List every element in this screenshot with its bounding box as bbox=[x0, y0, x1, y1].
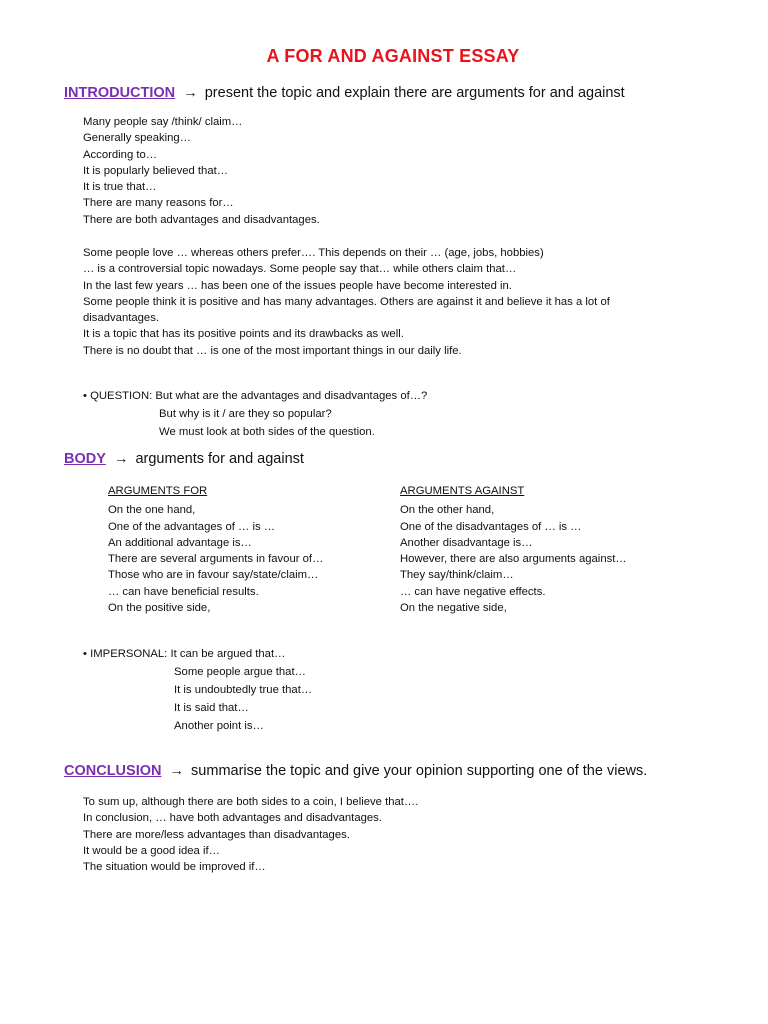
arguments-for-heading: ARGUMENTS FOR bbox=[108, 485, 208, 497]
list-item: There are both advantages and disadvantages. bbox=[83, 213, 320, 226]
body-heading bbox=[64, 451, 304, 467]
introduction-examples bbox=[83, 245, 610, 359]
conclusion-label: CONCLUSION bbox=[64, 763, 162, 779]
bullet-icon: • bbox=[83, 390, 87, 402]
list-item: … can have negative effects. bbox=[400, 585, 546, 598]
bullet-icon: • bbox=[83, 648, 87, 660]
body-description: arguments for and against bbox=[135, 451, 304, 467]
list-item: … is a controversial topic nowadays. Some people say that… while others claim that… bbox=[83, 263, 517, 276]
list-item: It is popularly believed that… bbox=[83, 164, 229, 177]
list-item: On the one hand, bbox=[108, 504, 196, 517]
list-item: It is true that… bbox=[83, 181, 157, 194]
list-item: On the negative side, bbox=[400, 602, 507, 615]
list-item: It would be a good idea if… bbox=[83, 844, 220, 857]
list-item: One of the disadvantages of … is … bbox=[400, 520, 582, 533]
list-item: Some people love … whereas others prefer…. This depends on their … (age, jobs, hobbies) bbox=[83, 247, 544, 259]
impersonal-block bbox=[83, 645, 312, 735]
list-item: … can have beneficial results. bbox=[108, 585, 259, 598]
list-item: There is no doubt that … is one of the most important things in our daily life. bbox=[83, 344, 462, 357]
list-item: According to… bbox=[83, 148, 158, 161]
list-item: An additional advantage is… bbox=[108, 536, 252, 549]
body-label: BODY bbox=[64, 451, 106, 467]
list-item: It is a topic that has its positive points and its drawbacks as well. bbox=[83, 328, 404, 341]
question-text: But what are the advantages and disadvantages of…? bbox=[155, 390, 428, 402]
arrow-icon: → bbox=[183, 85, 198, 101]
impersonal-text: Another point is… bbox=[174, 720, 264, 732]
question-text: But why is it / are they so popular? bbox=[159, 408, 332, 420]
impersonal-label: IMPERSONAL: bbox=[90, 648, 168, 660]
list-item: In conclusion, … have both advantages and disadvantages. bbox=[83, 812, 382, 825]
list-item: Generally speaking… bbox=[83, 132, 192, 145]
arguments-for-column bbox=[108, 483, 323, 616]
list-item: The situation would be improved if… bbox=[83, 861, 266, 874]
question-block bbox=[83, 387, 427, 441]
list-item: In the last few years … has been one of the issues people have become interested in. bbox=[83, 279, 512, 292]
list-item: They say/think/claim… bbox=[400, 569, 514, 582]
list-item: To sum up, although there are both sides to a coin, I believe that…. bbox=[83, 796, 419, 808]
arrow-icon: → bbox=[113, 451, 129, 467]
list-item: Many people say /think/ claim… bbox=[83, 116, 243, 128]
impersonal-text: It is undoubtedly true that… bbox=[174, 684, 313, 696]
list-item: Those who are in favour say/state/claim… bbox=[108, 569, 319, 582]
impersonal-text: Some people argue that… bbox=[174, 666, 306, 678]
arrow-icon: → bbox=[169, 763, 185, 779]
list-item: Another disadvantage is… bbox=[400, 536, 533, 549]
list-item: There are several arguments in favour of… bbox=[108, 553, 324, 566]
list-item: One of the advantages of … is … bbox=[108, 520, 276, 533]
introduction-description: present the topic and explain there are arguments for and against bbox=[204, 85, 625, 101]
impersonal-text: It can be argued that… bbox=[170, 648, 286, 660]
introduction-label: INTRODUCTION bbox=[64, 85, 176, 101]
list-item: On the positive side, bbox=[108, 602, 211, 615]
conclusion-heading bbox=[64, 763, 647, 779]
conclusion-list bbox=[83, 794, 418, 875]
list-item: There are more/less advantages than disadvantages. bbox=[83, 828, 350, 841]
list-item: Some people think it is positive and has many advantages. Others are against it and believe it has a lot of bbox=[83, 295, 610, 308]
introduction-openers bbox=[83, 114, 320, 228]
impersonal-text: It is said that… bbox=[174, 702, 249, 714]
arguments-against-heading: ARGUMENTS AGAINST bbox=[400, 485, 525, 497]
page-title: A FOR AND AGAINST ESSAY bbox=[266, 46, 520, 66]
list-item: However, there are also arguments against… bbox=[400, 553, 627, 566]
introduction-heading bbox=[64, 85, 625, 101]
list-item: disadvantages. bbox=[83, 312, 159, 325]
arguments-against-column bbox=[400, 483, 627, 616]
list-item: There are many reasons for… bbox=[83, 197, 234, 210]
conclusion-description: summarise the topic and give your opinion supporting one of the views. bbox=[191, 763, 648, 779]
question-text: We must look at both sides of the question. bbox=[159, 426, 375, 438]
question-label: QUESTION: bbox=[90, 390, 153, 402]
list-item: On the other hand, bbox=[400, 504, 495, 517]
